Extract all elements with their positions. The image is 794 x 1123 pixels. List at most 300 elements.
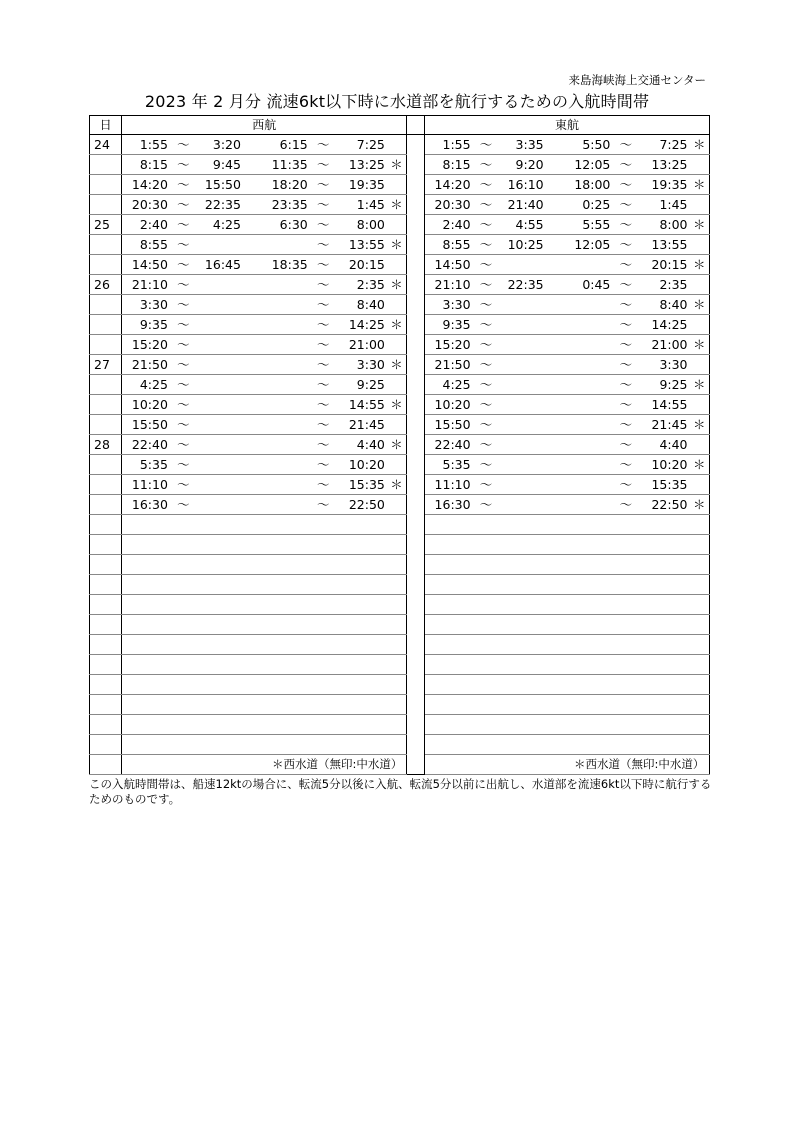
east-tilde xyxy=(475,555,498,575)
east-tilde-2: ～ xyxy=(614,315,637,335)
west-to-time-2 xyxy=(335,695,387,715)
day-cell xyxy=(90,395,122,415)
east-from-time xyxy=(425,635,475,655)
east-from-time: 9:35 xyxy=(425,315,475,335)
east-to-time-2: 2:35 xyxy=(637,275,689,295)
day-cell: 28 xyxy=(90,435,122,455)
table-row xyxy=(90,535,710,555)
west-to-time xyxy=(195,335,245,355)
east-tilde: ～ xyxy=(475,435,498,455)
west-to-time xyxy=(195,515,245,535)
east-to-time-2: 1:45 xyxy=(637,195,689,215)
east-from-time: 21:10 xyxy=(425,275,475,295)
west-to-time xyxy=(195,235,245,255)
east-to-time-2: 4:40 xyxy=(637,435,689,455)
east-from-time-2 xyxy=(548,735,615,755)
west-from-time xyxy=(122,595,172,615)
west-from-time: 8:55 xyxy=(122,235,172,255)
west-to-time xyxy=(195,635,245,655)
east-tilde: ～ xyxy=(475,415,498,435)
east-west-channel-mark xyxy=(690,395,710,415)
column-gap xyxy=(407,735,425,755)
west-tilde-2: ～ xyxy=(312,275,335,295)
east-to-time-2: 3:30 xyxy=(637,355,689,375)
east-to-time-2: 14:25 xyxy=(637,315,689,335)
west-west-channel-mark: ＊ xyxy=(387,435,407,455)
east-from-time xyxy=(425,595,475,615)
day-cell xyxy=(90,335,122,355)
east-from-time xyxy=(425,675,475,695)
table-row xyxy=(90,435,710,455)
west-to-time xyxy=(195,575,245,595)
west-tilde: ～ xyxy=(172,495,195,515)
east-from-time-2 xyxy=(548,595,615,615)
table-row xyxy=(90,415,710,435)
east-to-time xyxy=(498,515,548,535)
east-tilde-2: ～ xyxy=(614,455,637,475)
table-row xyxy=(90,635,710,655)
east-from-time xyxy=(425,715,475,735)
column-gap xyxy=(407,655,425,675)
column-gap xyxy=(407,755,425,775)
east-tilde-2: ～ xyxy=(614,335,637,355)
west-west-channel-mark xyxy=(387,135,407,155)
column-gap xyxy=(407,575,425,595)
west-to-time xyxy=(195,495,245,515)
day-cell xyxy=(90,235,122,255)
west-to-time: 22:35 xyxy=(195,195,245,215)
east-from-time-2 xyxy=(548,255,615,275)
west-tilde-2: ～ xyxy=(312,495,335,515)
west-tilde-2: ～ xyxy=(312,155,335,175)
east-west-channel-mark xyxy=(690,515,710,535)
east-tilde-2: ～ xyxy=(614,355,637,375)
west-from-time-2 xyxy=(245,535,312,555)
east-west-channel-mark: ＊ xyxy=(690,175,710,195)
east-tilde: ～ xyxy=(475,455,498,475)
day-cell xyxy=(90,495,122,515)
west-from-time xyxy=(122,515,172,535)
column-gap xyxy=(407,375,425,395)
west-west-channel-mark xyxy=(387,695,407,715)
east-to-time-2: 9:25 xyxy=(637,375,689,395)
east-from-time-2 xyxy=(548,555,615,575)
east-from-time-2 xyxy=(548,395,615,415)
west-tilde-2 xyxy=(312,675,335,695)
west-from-time: 4:25 xyxy=(122,375,172,395)
table-row xyxy=(90,175,710,195)
table-row xyxy=(90,335,710,355)
east-tilde: ～ xyxy=(475,395,498,415)
west-to-time xyxy=(195,295,245,315)
east-from-time-2: 0:45 xyxy=(548,275,615,295)
east-from-time-2 xyxy=(548,295,615,315)
column-gap xyxy=(407,116,425,135)
east-tilde: ～ xyxy=(475,135,498,155)
column-gap xyxy=(407,175,425,195)
east-from-time xyxy=(425,735,475,755)
west-to-time xyxy=(195,355,245,375)
column-gap xyxy=(407,415,425,435)
column-gap xyxy=(407,615,425,635)
east-tilde-2 xyxy=(614,515,637,535)
west-from-time-2 xyxy=(245,655,312,675)
west-to-time xyxy=(195,615,245,635)
west-from-time-2 xyxy=(245,455,312,475)
east-from-time-2 xyxy=(548,515,615,535)
east-to-time-2: 21:00 xyxy=(637,335,689,355)
table-row xyxy=(90,135,710,155)
west-tilde-2 xyxy=(312,655,335,675)
east-to-time-2 xyxy=(637,555,689,575)
east-tilde-2: ～ xyxy=(614,175,637,195)
east-from-time-2 xyxy=(548,475,615,495)
east-west-channel-mark xyxy=(690,635,710,655)
east-to-time xyxy=(498,395,548,415)
table-row xyxy=(90,455,710,475)
west-from-time-2 xyxy=(245,595,312,615)
table-row xyxy=(90,575,710,595)
west-from-time-2: 6:30 xyxy=(245,215,312,235)
table-row xyxy=(90,295,710,315)
east-from-time-2 xyxy=(548,675,615,695)
east-to-time: 10:25 xyxy=(498,235,548,255)
west-west-channel-mark xyxy=(387,615,407,635)
east-to-time xyxy=(498,455,548,475)
west-tilde-2 xyxy=(312,695,335,715)
west-tilde: ～ xyxy=(172,255,195,275)
west-from-time-2 xyxy=(245,335,312,355)
west-to-time xyxy=(195,755,245,775)
east-to-time-2 xyxy=(637,655,689,675)
west-west-channel-mark: ＊ xyxy=(387,275,407,295)
table-row xyxy=(90,615,710,635)
table-row xyxy=(90,475,710,495)
west-from-time-2 xyxy=(245,555,312,575)
east-tilde-2: ～ xyxy=(614,415,637,435)
east-to-time: 9:20 xyxy=(498,155,548,175)
west-from-time-2: 18:35 xyxy=(245,255,312,275)
east-to-time xyxy=(498,675,548,695)
column-gap xyxy=(407,675,425,695)
column-gap xyxy=(407,455,425,475)
west-from-time xyxy=(122,635,172,655)
east-tilde-2 xyxy=(614,735,637,755)
east-to-time xyxy=(498,595,548,615)
west-to-time xyxy=(195,695,245,715)
east-tilde: ～ xyxy=(475,255,498,275)
east-from-time-2 xyxy=(548,635,615,655)
west-tilde xyxy=(172,575,195,595)
east-tilde: ～ xyxy=(475,295,498,315)
east-tilde xyxy=(475,695,498,715)
table-row xyxy=(90,495,710,515)
east-from-time: 16:30 xyxy=(425,495,475,515)
west-tilde xyxy=(172,555,195,575)
west-tilde-2: ～ xyxy=(312,215,335,235)
west-to-time: 3:20 xyxy=(195,135,245,155)
east-from-time: 15:20 xyxy=(425,335,475,355)
west-tilde-2 xyxy=(312,615,335,635)
west-to-time-2 xyxy=(335,515,387,535)
west-west-channel-mark xyxy=(387,175,407,195)
east-from-time-2: 5:55 xyxy=(548,215,615,235)
east-tilde xyxy=(475,655,498,675)
west-to-time xyxy=(195,475,245,495)
table-row xyxy=(90,655,710,675)
table-row xyxy=(90,275,710,295)
east-west-channel-mark: ＊ xyxy=(690,335,710,355)
east-west-channel-mark: ＊ xyxy=(690,135,710,155)
west-from-time xyxy=(122,715,172,735)
west-from-time: 14:50 xyxy=(122,255,172,275)
west-to-time-2: 14:55 xyxy=(335,395,387,415)
day-cell xyxy=(90,695,122,715)
east-to-time-2 xyxy=(637,575,689,595)
west-from-time: 15:50 xyxy=(122,415,172,435)
west-tilde-2: ～ xyxy=(312,195,335,215)
east-to-time xyxy=(498,635,548,655)
west-from-time-2 xyxy=(245,315,312,335)
east-tilde-2 xyxy=(614,695,637,715)
east-from-time: 14:50 xyxy=(425,255,475,275)
west-to-time: 15:50 xyxy=(195,175,245,195)
west-to-time-2: 8:00 xyxy=(335,215,387,235)
east-tilde-2: ～ xyxy=(614,475,637,495)
west-to-time-2 xyxy=(335,615,387,635)
west-to-time xyxy=(195,455,245,475)
east-to-time xyxy=(498,575,548,595)
east-to-time-2: 14:55 xyxy=(637,395,689,415)
east-west-channel-mark xyxy=(690,715,710,735)
west-legend: ＊西水道（無印:中水道） xyxy=(272,757,403,771)
west-to-time-2: 13:25 xyxy=(335,155,387,175)
east-to-time-2 xyxy=(637,695,689,715)
east-tilde-2: ～ xyxy=(614,195,637,215)
west-west-channel-mark xyxy=(387,455,407,475)
organization-name: 来島海峡海上交通センター xyxy=(568,73,706,87)
east-from-time xyxy=(425,575,475,595)
east-tilde xyxy=(475,615,498,635)
west-west-channel-mark xyxy=(387,335,407,355)
west-west-channel-mark xyxy=(387,515,407,535)
day-cell: 24 xyxy=(90,135,122,155)
west-tilde-2 xyxy=(312,735,335,755)
day-cell xyxy=(90,655,122,675)
west-to-time xyxy=(195,535,245,555)
east-column-header: 東航 xyxy=(425,116,710,135)
east-tilde-2: ～ xyxy=(614,375,637,395)
west-tilde-2: ～ xyxy=(312,255,335,275)
west-from-time-2: 6:15 xyxy=(245,135,312,155)
footnote: この入航時間帯は、船速12ktの場合に、転流5分以後に入航、転流5分以前に出航し、水道部を流速6kt以下時に航行するためのものです。 xyxy=(89,777,712,806)
west-to-time-2: 21:00 xyxy=(335,335,387,355)
west-tilde-2 xyxy=(312,555,335,575)
east-to-time xyxy=(498,295,548,315)
west-from-time: 22:40 xyxy=(122,435,172,455)
west-to-time xyxy=(195,435,245,455)
west-to-time-2 xyxy=(335,675,387,695)
west-to-time-2 xyxy=(335,715,387,735)
day-cell xyxy=(90,195,122,215)
east-to-time-2 xyxy=(637,635,689,655)
east-from-time: 1:55 xyxy=(425,135,475,155)
west-from-time xyxy=(122,555,172,575)
east-to-time-2 xyxy=(637,515,689,535)
east-tilde-2: ～ xyxy=(614,155,637,175)
day-cell xyxy=(90,735,122,755)
east-tilde: ～ xyxy=(475,495,498,515)
east-tilde-2 xyxy=(614,715,637,735)
column-gap xyxy=(407,355,425,375)
east-west-channel-mark xyxy=(690,535,710,555)
west-from-time: 2:40 xyxy=(122,215,172,235)
west-to-time xyxy=(195,375,245,395)
column-gap xyxy=(407,255,425,275)
east-tilde xyxy=(475,595,498,615)
east-from-time-2 xyxy=(548,575,615,595)
column-gap xyxy=(407,395,425,415)
west-tilde xyxy=(172,755,195,775)
west-from-time-2 xyxy=(245,435,312,455)
west-to-time-2 xyxy=(335,575,387,595)
day-cell xyxy=(90,155,122,175)
west-to-time: 16:45 xyxy=(195,255,245,275)
east-to-time xyxy=(498,475,548,495)
day-cell xyxy=(90,175,122,195)
table-row xyxy=(90,315,710,335)
west-tilde-2: ～ xyxy=(312,435,335,455)
east-to-time xyxy=(498,255,548,275)
column-gap xyxy=(407,315,425,335)
table-row xyxy=(90,355,710,375)
west-west-channel-mark xyxy=(387,295,407,315)
west-tilde xyxy=(172,535,195,555)
day-cell xyxy=(90,555,122,575)
east-west-channel-mark: ＊ xyxy=(690,295,710,315)
east-to-time xyxy=(498,695,548,715)
east-tilde-2 xyxy=(614,675,637,695)
table-row xyxy=(90,695,710,715)
column-gap xyxy=(407,555,425,575)
east-to-time: 3:35 xyxy=(498,135,548,155)
east-tilde: ～ xyxy=(475,375,498,395)
east-from-time-2: 0:25 xyxy=(548,195,615,215)
west-to-time xyxy=(195,275,245,295)
east-to-time-2: 10:20 xyxy=(637,455,689,475)
west-to-time-2 xyxy=(335,535,387,555)
east-tilde-2 xyxy=(614,555,637,575)
west-to-time-2: 22:50 xyxy=(335,495,387,515)
west-column-header: 西航 xyxy=(122,116,407,135)
west-tilde xyxy=(172,695,195,715)
west-from-time xyxy=(122,575,172,595)
table-row xyxy=(90,595,710,615)
west-tilde-2 xyxy=(312,595,335,615)
east-from-time xyxy=(425,695,475,715)
east-to-time-2: 13:25 xyxy=(637,155,689,175)
west-west-channel-mark: ＊ xyxy=(387,475,407,495)
table-row xyxy=(90,395,710,415)
table-row xyxy=(90,515,710,535)
east-west-channel-mark: ＊ xyxy=(690,215,710,235)
east-to-time xyxy=(498,715,548,735)
west-tilde-2 xyxy=(312,635,335,655)
east-from-time-2: 12:05 xyxy=(548,155,615,175)
west-to-time: 4:25 xyxy=(195,215,245,235)
east-tilde xyxy=(475,515,498,535)
west-to-time: 9:45 xyxy=(195,155,245,175)
east-tilde xyxy=(475,755,498,775)
column-gap xyxy=(407,595,425,615)
west-west-channel-mark xyxy=(387,495,407,515)
day-cell xyxy=(90,595,122,615)
day-cell xyxy=(90,515,122,535)
west-to-time-2: 3:30 xyxy=(335,355,387,375)
west-from-time-2 xyxy=(245,415,312,435)
east-west-channel-mark xyxy=(690,275,710,295)
east-from-time-2 xyxy=(548,615,615,635)
west-from-time xyxy=(122,755,172,775)
west-west-channel-mark: ＊ xyxy=(387,235,407,255)
east-from-time-2 xyxy=(548,455,615,475)
east-from-time: 8:55 xyxy=(425,235,475,255)
east-to-time-2 xyxy=(637,595,689,615)
west-to-time-2: 20:15 xyxy=(335,255,387,275)
column-gap xyxy=(407,695,425,715)
west-tilde-2: ～ xyxy=(312,235,335,255)
east-to-time-2: 13:55 xyxy=(637,235,689,255)
west-to-time-2: 14:25 xyxy=(335,315,387,335)
west-to-time xyxy=(195,415,245,435)
east-to-time-2: 8:00 xyxy=(637,215,689,235)
west-to-time xyxy=(195,735,245,755)
west-west-channel-mark xyxy=(387,215,407,235)
west-to-time xyxy=(195,675,245,695)
west-from-time-2 xyxy=(245,735,312,755)
east-tilde xyxy=(475,735,498,755)
table-row xyxy=(90,375,710,395)
east-tilde-2: ～ xyxy=(614,255,637,275)
west-from-time xyxy=(122,735,172,755)
east-to-time-2: 8:40 xyxy=(637,295,689,315)
east-tilde-2: ～ xyxy=(614,275,637,295)
east-west-channel-mark xyxy=(690,735,710,755)
west-tilde xyxy=(172,595,195,615)
east-to-time-2: 15:35 xyxy=(637,475,689,495)
west-tilde xyxy=(172,515,195,535)
west-to-time-2 xyxy=(335,595,387,615)
west-west-channel-mark: ＊ xyxy=(387,155,407,175)
east-to-time-2 xyxy=(637,535,689,555)
east-to-time-2 xyxy=(637,615,689,635)
west-from-time-2: 18:20 xyxy=(245,175,312,195)
west-tilde: ～ xyxy=(172,195,195,215)
west-tilde xyxy=(172,735,195,755)
west-tilde: ～ xyxy=(172,435,195,455)
west-to-time-2: 13:55 xyxy=(335,235,387,255)
west-tilde-2: ～ xyxy=(312,335,335,355)
east-from-time: 2:40 xyxy=(425,215,475,235)
east-tilde: ～ xyxy=(475,355,498,375)
day-cell: 26 xyxy=(90,275,122,295)
east-tilde: ～ xyxy=(475,215,498,235)
east-to-time xyxy=(498,755,548,775)
west-from-time-2 xyxy=(245,615,312,635)
east-from-time-2 xyxy=(548,535,615,555)
east-to-time: 22:35 xyxy=(498,275,548,295)
west-to-time xyxy=(195,655,245,675)
